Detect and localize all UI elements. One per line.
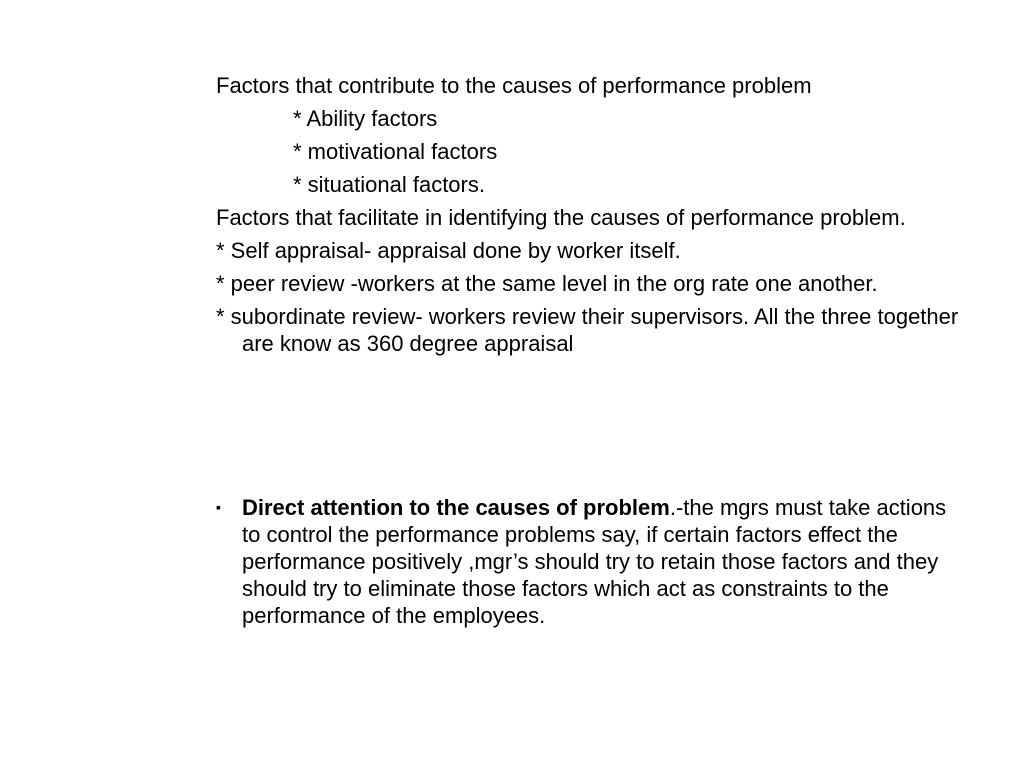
bullet-bold-heading: Direct attention to the causes of problem	[242, 495, 670, 520]
motivational-factors-item: * motivational factors	[293, 139, 498, 164]
bullet-block	[216, 494, 966, 629]
situational-factors-item: * situational factors.	[293, 172, 485, 197]
contribute-heading: Factors that contribute to the causes of performance problem	[216, 73, 812, 98]
square-bullet-icon: ▪	[216, 499, 221, 515]
self-appraisal-item: * Self appraisal- appraisal done by worker itself.	[216, 238, 681, 263]
ability-factors-item: * Ability factors	[293, 106, 438, 131]
peer-review-item: * peer review -workers at the same level in the org rate one another.	[216, 271, 878, 296]
bullet-text	[242, 494, 966, 629]
facilitate-heading: Factors that facilitate in identifying the causes of performance problem.	[216, 205, 906, 230]
bullet-item	[216, 494, 966, 629]
subordinate-review-item: * subordinate review- workers review their supervisors. All the three together are know as 360 degree appraisal	[216, 304, 959, 356]
text-block	[216, 72, 976, 363]
bullet-body: .-the mgrs must take actions to control the performance problems say, if certain factors effect the performance positively ,mgr’s should try to retain those factors and they should try to eliminate those factors which act as constraints to the performance of the employees.	[242, 495, 947, 628]
